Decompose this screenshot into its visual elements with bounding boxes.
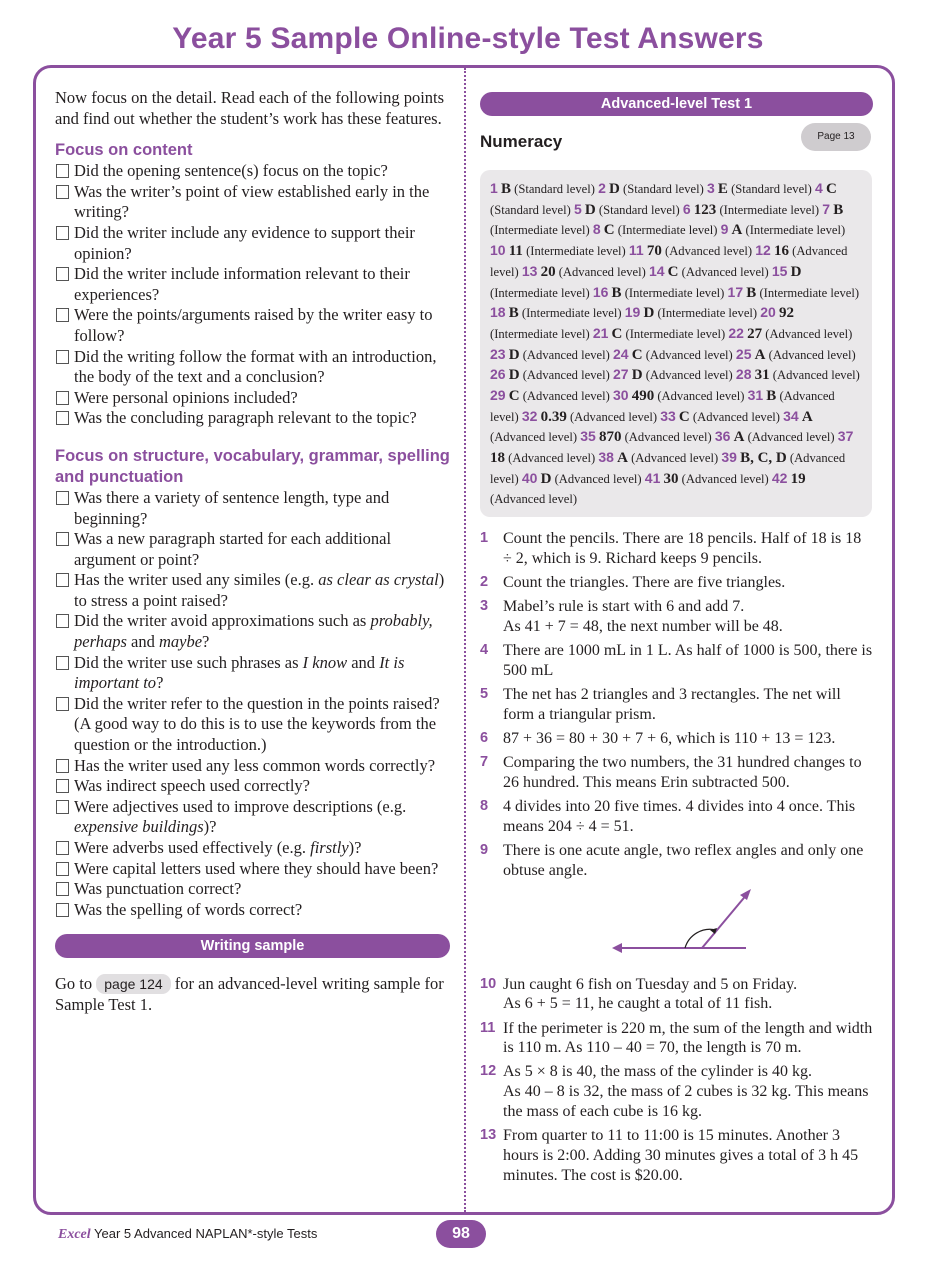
answer-number: 10 xyxy=(490,242,506,259)
answer-value: 92 xyxy=(779,305,794,322)
checkbox[interactable] xyxy=(56,308,69,322)
working-item xyxy=(480,841,873,881)
answer-value: C xyxy=(611,325,623,342)
working-item xyxy=(480,1019,873,1059)
answer-number: 8 xyxy=(592,221,601,238)
checklist-item xyxy=(55,859,450,880)
writing-sample-paragraph xyxy=(55,974,450,1015)
workings-list-continued xyxy=(480,975,873,1186)
answer-value: 18 xyxy=(490,450,505,467)
working-item xyxy=(480,1062,873,1121)
checklist-item xyxy=(55,570,450,611)
answer-level: (Intermediate level) xyxy=(657,306,758,321)
checklist-item xyxy=(55,408,450,429)
working-item xyxy=(480,797,873,837)
checklist-text: Did the writer avoid approximations such as probably, perhaps and maybe? xyxy=(74,611,433,652)
answer-number: 2 xyxy=(598,180,606,196)
checklist-item xyxy=(55,305,450,346)
working-text: From quarter to 11 to 11:00 is 15 minutes. Another 3 hours is 2:00. Adding 30 minutes gives a total of 3 h 45 minutes. The cost is $20.00. xyxy=(503,1127,859,1184)
answer-number: 20 xyxy=(760,304,776,321)
answer-value: 870 xyxy=(598,429,622,446)
footer-book-title: Year 5 Advanced NAPLAN*-style Tests xyxy=(94,1226,318,1241)
working-item xyxy=(480,597,873,637)
page-reference-badge: Page 13 xyxy=(801,123,871,151)
checklist-text: Did the opening sentence(s) focus on the topic? xyxy=(74,161,388,181)
answer-number: 4 xyxy=(815,180,823,196)
checkbox[interactable] xyxy=(56,491,69,505)
answer-level: (Intermediate level) xyxy=(625,326,726,341)
checkbox[interactable] xyxy=(56,267,69,281)
working-text: There are 1000 mL in 1 L. As half of 1000 is 500, there is 500 mL xyxy=(503,642,873,679)
answer-level: (Advanced level) xyxy=(631,451,719,466)
answer-level: (Advanced level) xyxy=(747,430,835,445)
answer-number: 28 xyxy=(735,366,752,383)
working-text: If the perimeter is 220 m, the sum of the length and width is 110 m. As 110 – 40 = 70, the length is 70 m. xyxy=(503,1019,873,1057)
checkbox[interactable] xyxy=(56,532,69,546)
answer-level: (Standard level) xyxy=(490,202,571,217)
structure-heading: Focus on structure, vocabulary, grammar, spelling and punctuation xyxy=(55,446,450,486)
checklist-item xyxy=(55,797,450,838)
checklist-item xyxy=(55,182,450,223)
checkbox[interactable] xyxy=(56,656,69,670)
answer-level: (Intermediate level) xyxy=(745,223,846,238)
checkbox[interactable] xyxy=(56,573,69,587)
answer-number: 29 xyxy=(490,387,506,404)
answer-entry xyxy=(715,430,835,444)
answer-value: 16 xyxy=(773,243,789,260)
answer-number: 33 xyxy=(660,407,676,424)
angle-figure-svg xyxy=(480,885,873,975)
content-checklist xyxy=(55,161,450,429)
base-ray-arrowhead xyxy=(612,943,622,953)
answer-level: (Advanced level) xyxy=(554,471,642,486)
answer-level: (Intermediate level) xyxy=(719,202,820,217)
checklist-item xyxy=(55,388,450,409)
checklist-text: Were the points/arguments raised by the writer easy to follow? xyxy=(74,305,433,345)
answer-number: 32 xyxy=(521,407,538,424)
answer-level: (Intermediate level) xyxy=(521,306,622,321)
answer-level: (Advanced level) xyxy=(768,347,856,362)
workings-list xyxy=(480,529,873,880)
working-item xyxy=(480,529,873,569)
answer-entry xyxy=(735,345,856,363)
checklist-text: Did the writing follow the format with an introduction, the body of the text and a conclusion? xyxy=(74,346,437,387)
working-text: As 5 × 8 is 40, the mass of the cylinder is 40 kg. As 40 – 8 is 32, the mass of 2 cubes is 32 kg. This means the mass of each cube is 16 kg. xyxy=(503,1063,869,1121)
answer-value: D xyxy=(584,201,596,218)
footer-brand: Excel xyxy=(58,1227,91,1242)
answer-entry xyxy=(573,200,680,218)
answer-value: D xyxy=(508,367,520,384)
footer-title xyxy=(58,1226,317,1243)
answer-level: (Intermediate level) xyxy=(490,285,590,300)
checklist-item xyxy=(55,776,450,797)
checklist-item xyxy=(55,223,450,264)
answer-level: (Advanced level) xyxy=(692,409,780,424)
page-title: Year 5 Sample Online-style Test Answers xyxy=(172,22,764,55)
checkbox[interactable] xyxy=(56,903,69,917)
answer-entry xyxy=(648,262,769,280)
answer-value: C xyxy=(603,222,615,239)
checklist-text: Has the writer used any similes (e.g. as clear as crystal) to stress a point raised? xyxy=(74,570,445,610)
answer-entry xyxy=(490,368,610,382)
writing-sample-text-before: Go to xyxy=(55,974,93,994)
checkbox[interactable] xyxy=(56,800,69,814)
answer-level: (Advanced level) xyxy=(645,347,733,362)
answer-level: (Advanced level) xyxy=(490,244,848,279)
working-number: 5 xyxy=(480,686,489,703)
answer-entry xyxy=(736,368,860,382)
answer-entry xyxy=(707,182,812,196)
answer-entry xyxy=(490,345,610,363)
answer-level: (Advanced level) xyxy=(624,430,712,445)
working-text: Comparing the two numbers, the 31 hundred changes to 26 hundred. This means Erin subtracted 500. xyxy=(503,754,862,791)
answer-level: (Advanced level) xyxy=(681,264,769,279)
answer-number: 30 xyxy=(612,387,629,404)
answer-number: 6 xyxy=(682,200,691,217)
working-text: There is one acute angle, two reflex angles and only one obtuse angle. xyxy=(503,841,864,879)
working-number: 10 xyxy=(480,975,497,992)
checklist-text: Were capital letters used where they should have been? xyxy=(74,858,439,878)
answer-value: A xyxy=(617,450,628,467)
answer-value: D xyxy=(790,263,802,280)
checkbox[interactable] xyxy=(56,697,69,711)
answer-number: 12 xyxy=(755,242,771,259)
answer-level: (Advanced level) xyxy=(645,368,733,383)
working-number: 8 xyxy=(480,797,489,814)
checklist-text: Was there a variety of sentence length, type and beginning? xyxy=(74,487,390,528)
answer-entry xyxy=(490,389,610,403)
checklist-text: Was punctuation correct? xyxy=(74,879,242,899)
answer-entry xyxy=(644,469,769,487)
answer-number: 16 xyxy=(592,283,609,300)
slanted-ray-arrowhead xyxy=(740,889,751,900)
answer-value: C xyxy=(631,346,643,363)
answer-value: 70 xyxy=(646,243,662,260)
working-text: Count the pencils. There are 18 pencils. Half of 18 is 18 ÷ 2, which is 9. Richard keeps 9 pencils. xyxy=(503,530,862,568)
answer-value: E xyxy=(717,181,728,197)
checklist-text: Were personal opinions included? xyxy=(74,387,298,407)
intro-paragraph: Now focus on the detail. Read each of the following points and find out whether the student’s work has these features. xyxy=(55,88,445,128)
checkbox[interactable] xyxy=(56,759,69,773)
checkbox[interactable] xyxy=(56,862,69,876)
working-number: 12 xyxy=(480,1063,497,1080)
answer-number: 3 xyxy=(706,180,715,196)
answer-number: 27 xyxy=(612,366,629,383)
answer-entry xyxy=(682,200,820,218)
checkbox[interactable] xyxy=(56,882,69,896)
answer-level: (Advanced level) xyxy=(522,368,610,383)
numeracy-row xyxy=(480,118,873,170)
answer-value: A xyxy=(801,408,813,425)
checkbox[interactable] xyxy=(56,226,69,240)
answer-value: B xyxy=(766,388,777,405)
answer-number: 31 xyxy=(747,387,764,404)
answer-entry xyxy=(490,306,622,320)
answer-level: (Advanced level) xyxy=(490,430,578,445)
answer-level: (Advanced level) xyxy=(522,389,610,404)
working-item xyxy=(480,685,873,725)
answer-value: B xyxy=(746,284,757,301)
working-number: 11 xyxy=(480,1019,496,1036)
test-header: Advanced-level Test 1 xyxy=(480,92,873,116)
checklist-text: Was indirect speech used correctly? xyxy=(74,776,310,796)
page-number: 98 xyxy=(436,1220,486,1248)
working-number: 7 xyxy=(480,754,489,770)
working-text: 87 + 36 = 80 + 30 + 7 + 6, which is 110 + 13 = 123. xyxy=(503,729,836,747)
checklist-item xyxy=(55,161,450,182)
answer-value: C xyxy=(825,181,837,197)
answer-entry xyxy=(490,182,595,196)
answer-number: 23 xyxy=(490,345,506,362)
answer-level: (Advanced level) xyxy=(772,368,860,383)
answer-value: B xyxy=(508,305,519,322)
answer-number: 5 xyxy=(573,200,582,217)
answer-entry xyxy=(613,368,733,382)
checklist-item xyxy=(55,756,450,777)
answer-number: 39 xyxy=(721,449,737,466)
working-item xyxy=(480,641,873,681)
checkbox[interactable] xyxy=(56,350,69,364)
writing-sample-text-after: for an advanced-level writing sample for Sample Test 1. xyxy=(55,974,444,1014)
answer-level: (Intermediate level) xyxy=(526,244,626,259)
answer-number: 1 xyxy=(490,180,498,196)
working-number: 13 xyxy=(480,1127,497,1144)
answer-entry xyxy=(592,283,725,301)
answer-level: (Intermediate level) xyxy=(490,223,590,238)
answer-entry xyxy=(521,469,642,487)
checklist-item xyxy=(55,694,450,756)
working-text: Count the triangles. There are five triangles. xyxy=(503,574,786,592)
checkbox[interactable] xyxy=(56,614,69,628)
answer-number: 17 xyxy=(727,283,744,300)
answer-number: 15 xyxy=(771,262,788,279)
working-text: The net has 2 triangles and 3 rectangles. The net will form a triangular prism. xyxy=(503,686,841,723)
answer-value: 27 xyxy=(747,325,763,342)
working-item xyxy=(480,753,873,793)
answer-level: (Advanced level) xyxy=(522,347,610,362)
answer-number: 35 xyxy=(580,428,596,445)
checkbox[interactable] xyxy=(56,391,69,405)
answer-value: A xyxy=(731,222,743,239)
checklist-text: Were adjectives used to improve descriptions (e.g. expensive buildings)? xyxy=(74,796,407,837)
checklist-item xyxy=(55,653,450,694)
answer-number: 24 xyxy=(612,345,629,362)
checkbox[interactable] xyxy=(56,164,69,178)
checkbox[interactable] xyxy=(56,185,69,199)
answer-entry xyxy=(727,283,860,301)
answer-level: (Advanced level) xyxy=(681,471,769,486)
working-number: 1 xyxy=(480,530,489,547)
checklist-text: Was a new paragraph started for each additional argument or point? xyxy=(74,529,392,569)
answer-value: 30 xyxy=(663,470,679,487)
checklist-item xyxy=(55,264,450,305)
answer-level: (Standard level) xyxy=(623,182,704,196)
answer-value: A xyxy=(754,346,766,363)
answer-entry xyxy=(592,324,726,342)
answer-value: 20 xyxy=(540,263,556,280)
working-item xyxy=(480,1126,873,1185)
angle-diagram xyxy=(480,885,873,975)
checklist-text: Was the writer’s point of view established early in the writing? xyxy=(74,181,430,222)
working-text: 4 divides into 20 five times. 4 divides into 4 once. This means 204 ÷ 4 = 51. xyxy=(503,797,856,835)
answer-entry xyxy=(629,244,752,258)
answer-number: 40 xyxy=(521,469,538,486)
answer-number: 21 xyxy=(592,324,609,341)
answer-entry xyxy=(593,223,718,237)
working-item xyxy=(480,729,873,749)
answer-entry xyxy=(521,262,646,280)
left-column xyxy=(55,88,450,1016)
working-text: Mabel’s rule is start with 6 and add 7. As 41 + 7 = 48, the next number will be 48. xyxy=(503,598,783,636)
answer-level: (Standard level) xyxy=(731,182,812,196)
answer-value: 0.39 xyxy=(540,408,567,425)
answer-level: (Advanced level) xyxy=(558,264,646,279)
angle-slanted-ray xyxy=(702,893,748,948)
right-column xyxy=(480,92,873,1190)
answer-number: 34 xyxy=(783,407,799,424)
column-divider xyxy=(464,68,466,1212)
answer-number: 7 xyxy=(822,200,831,217)
answer-level: (Advanced level) xyxy=(490,451,846,486)
answer-level: (Intermediate level) xyxy=(490,326,590,341)
answer-number: 26 xyxy=(490,366,506,383)
checkbox[interactable] xyxy=(56,779,69,793)
answer-number: 11 xyxy=(628,242,644,259)
answer-number: 18 xyxy=(490,304,506,321)
answer-number: 13 xyxy=(521,262,538,279)
checklist-text: Was the spelling of words correct? xyxy=(74,899,303,919)
answer-entry xyxy=(521,407,658,425)
answer-value: 11 xyxy=(508,243,523,260)
working-item xyxy=(480,573,873,593)
answer-number: 36 xyxy=(714,428,731,445)
working-number: 9 xyxy=(480,841,489,858)
working-text: Jun caught 6 fish on Tuesday and 5 on Friday. As 6 + 5 = 11, he caught a total of 11 fish. xyxy=(503,975,798,1013)
answer-entry xyxy=(613,389,744,403)
checklist-text: Did the writer refer to the question in the points raised? (A good way to do this is to use the keywords from the question or the introduction.) xyxy=(74,693,440,755)
checklist-text: Was the concluding paragraph relevant to the topic? xyxy=(74,408,417,428)
structure-checklist xyxy=(55,488,450,920)
answer-number: 22 xyxy=(728,324,744,341)
answer-number: 41 xyxy=(644,469,661,486)
answer-value: C xyxy=(678,408,690,425)
answer-entry xyxy=(660,407,780,425)
answer-level: (Advanced level) xyxy=(665,244,753,259)
answer-number: 42 xyxy=(771,469,788,486)
checklist-text: Did the writer use such phrases as I know and It is important to? xyxy=(74,652,405,693)
checkbox[interactable] xyxy=(56,411,69,425)
checklist-text: Did the writer include any evidence to support their opinion? xyxy=(74,222,415,263)
numeracy-title: Numeracy xyxy=(480,132,563,151)
answer-level: (Advanced level) xyxy=(765,326,853,341)
angle-arc xyxy=(685,929,716,948)
checklist-item xyxy=(55,488,450,529)
answer-number: 9 xyxy=(720,221,729,238)
answer-value: D xyxy=(540,470,552,487)
writing-sample-header: Writing sample xyxy=(55,934,450,958)
answer-level: (Advanced level) xyxy=(569,409,658,424)
answer-value: 490 xyxy=(631,388,655,405)
checklist-text: Did the writer include information relevant to their experiences? xyxy=(74,264,410,304)
checklist-item xyxy=(55,879,450,900)
working-number: 3 xyxy=(480,598,489,615)
answer-value: A xyxy=(733,429,745,446)
answer-value: B xyxy=(833,201,844,218)
answer-value: B xyxy=(611,284,622,301)
checklist-item xyxy=(55,838,450,859)
answer-value: 19 xyxy=(790,470,806,487)
checkbox[interactable] xyxy=(56,841,69,855)
answer-value: D xyxy=(609,181,620,197)
answer-level: (Standard level) xyxy=(514,182,595,196)
answer-entry xyxy=(580,430,711,444)
answer-key-box xyxy=(480,170,872,517)
answer-level: (Advanced level) xyxy=(657,389,745,404)
answer-entry xyxy=(625,306,757,320)
answer-entry xyxy=(728,324,853,342)
checklist-item xyxy=(55,611,450,652)
answer-number: 19 xyxy=(624,304,641,321)
answer-value: B xyxy=(500,181,511,197)
answer-entry xyxy=(612,345,733,363)
answer-entry xyxy=(598,182,704,196)
answer-number: 25 xyxy=(735,345,752,362)
answer-level: (Advanced level) xyxy=(508,451,596,466)
checklist-item xyxy=(55,347,450,388)
answer-number: 14 xyxy=(648,262,665,279)
answer-value: D xyxy=(508,346,520,363)
answer-level: (Intermediate level) xyxy=(759,285,860,300)
answer-level: (Advanced level) xyxy=(490,389,835,424)
answer-value: 31 xyxy=(754,367,770,384)
answer-number: 37 xyxy=(837,428,854,445)
content-heading: Focus on content xyxy=(55,141,193,160)
checklist-item xyxy=(55,529,450,570)
answer-value: 123 xyxy=(693,201,717,218)
answer-number: 38 xyxy=(598,449,614,466)
answer-value: D xyxy=(631,367,643,384)
answer-entry xyxy=(721,223,846,237)
writing-sample-page-link[interactable]: page 124 xyxy=(96,974,170,994)
checklist-text: Were adverbs used effectively (e.g. firstly)? xyxy=(74,838,362,857)
working-number: 2 xyxy=(480,574,489,591)
answer-entry xyxy=(598,451,718,465)
checklist-item xyxy=(55,900,450,921)
answer-level: (Intermediate level) xyxy=(617,223,718,238)
answer-level: (Advanced level) xyxy=(490,491,578,506)
answer-value: B, C, D xyxy=(740,450,787,467)
answer-entry xyxy=(490,244,626,258)
answer-level: (Standard level) xyxy=(598,202,680,217)
working-item xyxy=(480,975,873,1015)
working-number: 6 xyxy=(480,729,489,746)
checklist-text: Has the writer used any less common words correctly? xyxy=(74,755,436,775)
working-number: 4 xyxy=(480,642,489,659)
answer-level: (Intermediate level) xyxy=(624,285,725,300)
answer-value: C xyxy=(667,263,679,280)
answer-value: D xyxy=(643,305,655,322)
answer-value: C xyxy=(508,388,520,405)
